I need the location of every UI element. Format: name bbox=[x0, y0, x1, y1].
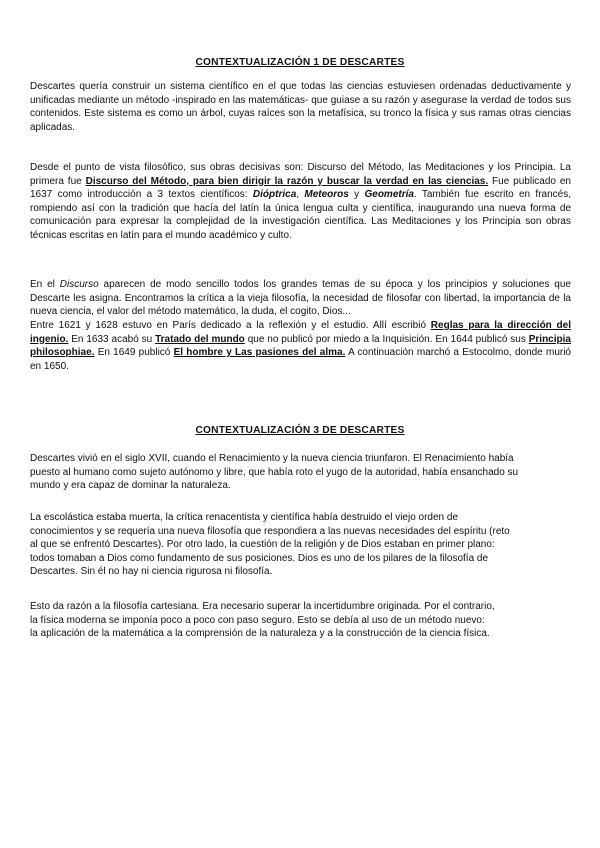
paragraph-text: , bbox=[296, 189, 305, 201]
text-line: la física moderna se imponía poco a poco con paso seguro. Esto se debía al uso de un método nuevo: bbox=[30, 614, 485, 626]
paragraph-text: En el bbox=[30, 279, 60, 290]
section-3-title: CONTEXTUALIZACIÓN 3 DE DESCARTES bbox=[195, 425, 405, 436]
work-title-reglas: Reglas para la dirección del ingenio. bbox=[30, 320, 571, 345]
paragraph-text: Desde el punto de vista filosófico, sus obras decisivas son: Discurso del Método, las Meditaciones y los Principia. La primera fue bbox=[30, 162, 571, 187]
text-line: Descartes. Sin él no hay ni ciencia rigurosa ni filosofía. bbox=[30, 566, 273, 578]
text-line: Descartes vivió en el siglo XVII, cuando el Renacimiento y la nueva ciencia triunfaron. El Renacimiento había bbox=[30, 453, 514, 464]
text-line: puesto al humano como sujeto autónomo y libre, que había roto el yugo de la autoridad, había ensanchado su bbox=[30, 466, 519, 478]
work-title-hombre: El hombre y Las pasiones del alma. bbox=[173, 347, 346, 359]
work-title-principia: Principia philosophiae. bbox=[30, 333, 571, 359]
text-line: la aplicación de la matemática a la comprensión de la naturaleza y a la construcción de la ciencia física. bbox=[30, 628, 490, 640]
paragraph-text: aparecen de modo sencillo todos los grandes temas de su época y los principios y soluciones que Descarte les asigna. Encontramos la crítica a la vieja filosofía, la necesidad de filosofar con libertad, la importancia de la nueva ciencia, el valor del método matemático, la duda, el cogito, Dios... bbox=[30, 279, 571, 318]
section-3-paragraph-2 bbox=[30, 511, 571, 579]
section-1-paragraph-3 bbox=[30, 278, 571, 319]
paragraph-text: Fue publicado en 1637 como introducción a 3 textos científicos: bbox=[30, 175, 571, 201]
paragraph-text: y bbox=[348, 189, 365, 201]
text-line: al que se enfrentó Descartes). Por otro lado, la cuestión de la religión y de Dios estaban en primer plano: bbox=[30, 539, 495, 551]
text-line: mundo y era capaz de dominar la naturaleza. bbox=[30, 480, 231, 492]
work-title-dioptrica: Dióptrica bbox=[252, 189, 297, 201]
text-line: conocimientos y se requería una nueva filosofía que respondiera a las nuevas necesidades del espíritu (reto bbox=[30, 525, 510, 537]
work-title-tratado: Tratado del mundo bbox=[155, 333, 245, 345]
paragraph-text: En 1633 acabó su bbox=[68, 333, 156, 345]
paragraph-text: que no publicó por miedo a la Inquisición. En 1644 publicó sus bbox=[244, 333, 529, 345]
work-title-meteoros: Meteoros bbox=[304, 189, 349, 201]
paragraph-text: . También fue escrito en francés, rompiendo así con la tradición que hacía del latín la única lengua culta y científica, inaugurando una nueva forma de comunicación para expresar la complejidad de la investigación científica. Las Meditaciones y los Principia son obras técnicas escritas en latín para el mundo académico y culto. bbox=[30, 189, 572, 241]
text-line: todos tomaban a Dios como fundamento de sus posiciones. Dios es uno de los pilares de la filosofía de bbox=[30, 552, 489, 564]
work-title-discurso: Discurso del Método, para bien dirigir la razón y buscar la verdad en las ciencias. bbox=[85, 175, 489, 187]
section-3-paragraph-3 bbox=[30, 600, 571, 641]
section-3-paragraph-1 bbox=[30, 452, 571, 493]
text-line: Esto da razón a la filosofía cartesiana. Era necesario superar la incertidumbre originada. Por el contrario, bbox=[30, 601, 495, 612]
text-line: La escolástica estaba muerta, la crítica renacentista y científica había destruido el viejo orden de bbox=[30, 512, 459, 523]
section-1-paragraph-2 bbox=[30, 161, 571, 243]
work-title-geometria: Geometría bbox=[364, 189, 414, 201]
section-1-paragraph-1: Descartes quería construir un sistema científico en el que todas las ciencias estuviesen ordenadas deductivamente y unificadas mediante un método -inspirado en las matemáticas- que guiase a su razón y asegurase la verdad de todos sus contenidos. Este sistema es como un árbol, cuyas raíces son la metafísica, su tronco la física y sus ramas otras ciencias aplicadas. bbox=[30, 81, 571, 133]
paragraph-text: Entre 1621 y 1628 estuvo en París dedicado a la reflexión y el estudio. Allí escribió bbox=[30, 320, 431, 331]
paragraph-text: A continuación marchó a Estocolmo, donde murió en 1650. bbox=[30, 347, 571, 372]
paragraph-text: En 1649 publicó bbox=[94, 347, 174, 359]
section-1-paragraph-4 bbox=[30, 319, 571, 373]
work-title-discurso-italic: Discurso bbox=[59, 279, 99, 290]
section-1-title: CONTEXTUALIZACIÓN 1 DE DESCARTES bbox=[195, 57, 405, 68]
